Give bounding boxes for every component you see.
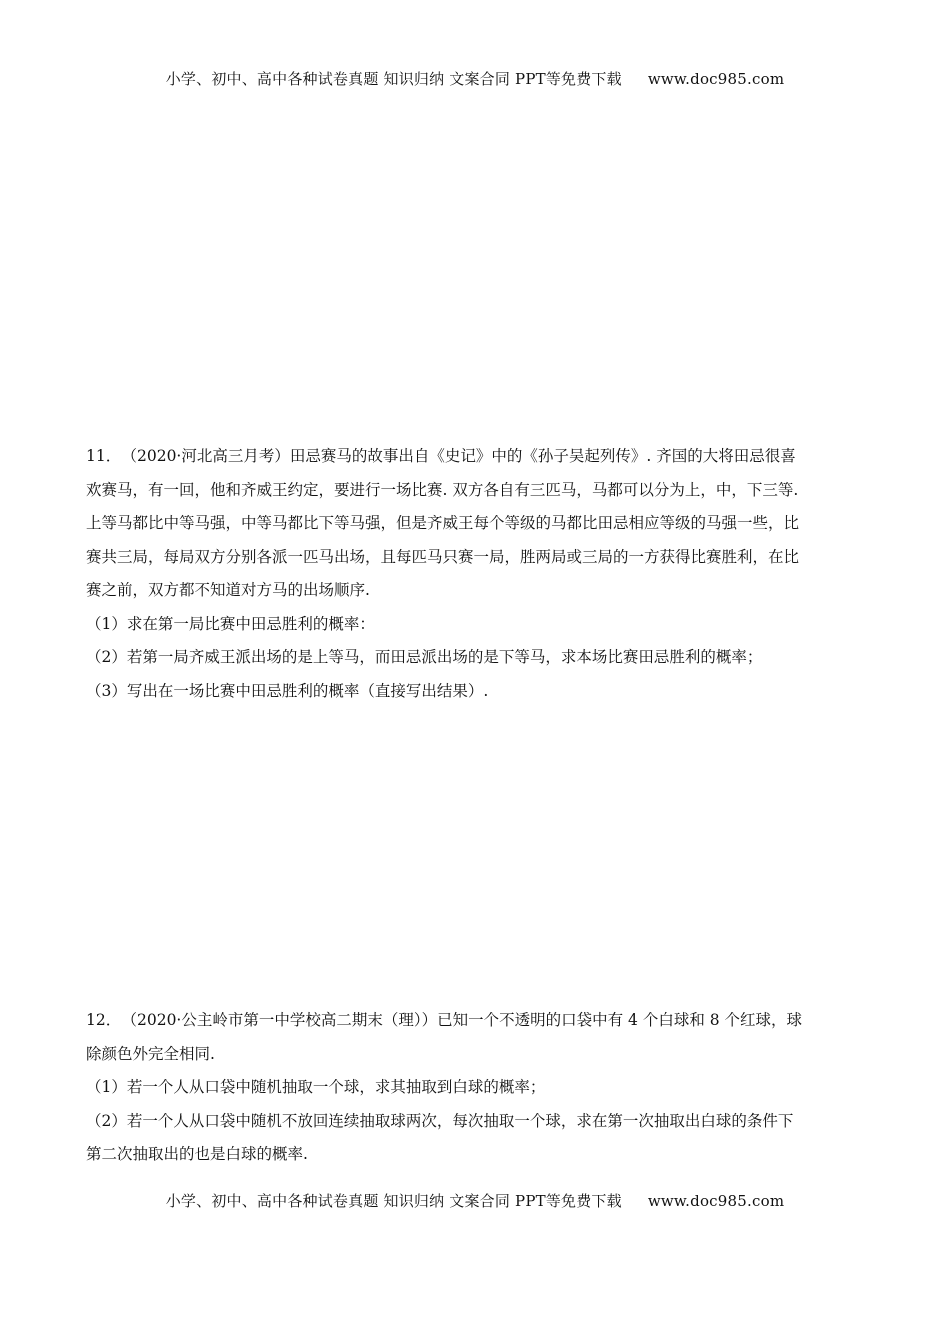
question-12-stem-1: （2020·公主岭市第一中学校高二期末（理））已知一个不透明的口袋中有 4 个白球和 8 个红球，球 [129, 1011, 803, 1029]
question-11-line-5: 赛之前，双方都不知道对方马的出场顺序. [86, 581, 370, 599]
question-11-line-2: 欢赛马，有一回，他和齐威王约定，要进行一场比赛. 双方各自有三匹马，马都可以分为上，中，下三等. [86, 480, 799, 499]
footer-text: 小学、初中、高中各种试卷真题 知识归纳 文案合同 PPT等免费下载 [165, 1192, 622, 1210]
question-11-number: 11． [86, 447, 122, 465]
question-12 [86, 1004, 866, 1172]
question-12-line-2: 除颜色外完全相同. [86, 1044, 215, 1063]
question-11-line-1 [86, 440, 866, 474]
question-12-number: 12． [86, 1011, 122, 1029]
header-site-link[interactable]: www.doc985.com [647, 70, 785, 88]
page-footer [0, 1190, 950, 1211]
question-12-part-1: （1）若一个人从口袋中随机抽取一个球，求其抽取到白球的概率； [86, 1078, 546, 1096]
header-text: 小学、初中、高中各种试卷真题 知识归纳 文案合同 PPT等免费下载 [165, 70, 622, 88]
question-11-part-1: （1）求在第一局比赛中田忌胜利的概率： [86, 614, 375, 633]
question-12-line-1 [86, 1004, 866, 1038]
question-11-line-3: 上等马都比中等马强，中等马都比下等马强，但是齐威王每个等级的马都比田忌相应等级的马强一些，比 [86, 514, 800, 532]
question-11-line-4: 赛共三局，每局双方分别各派一匹马出场，且每匹马只赛一局，胜两局或三局的一方获得比赛胜利，在比 [86, 547, 800, 566]
question-12-part-2-line-1: （2）若一个人从口袋中随机不放回连续抽取球两次，每次抽取一个球，求在第一次抽取出白球的条件下 [86, 1111, 794, 1130]
footer-site-link[interactable]: www.doc985.com [647, 1192, 785, 1210]
question-11-stem-1: （2020·河北高三月考）田忌赛马的故事出自《史记》中的《孙子吴起列传》. 齐国的大将田忌很喜 [129, 447, 796, 465]
question-11-part-2: （2）若第一局齐威王派出场的是上等马，而田忌派出场的是下等马，求本场比赛田忌胜利的概率； [86, 648, 763, 666]
question-11-part-3: （3）写出在一场比赛中田忌胜利的概率（直接写出结果）. [86, 681, 489, 700]
page-header [0, 68, 950, 89]
question-11 [86, 440, 866, 708]
question-12-part-2-line-2: 第二次抽取出的也是白球的概率. [86, 1145, 308, 1163]
